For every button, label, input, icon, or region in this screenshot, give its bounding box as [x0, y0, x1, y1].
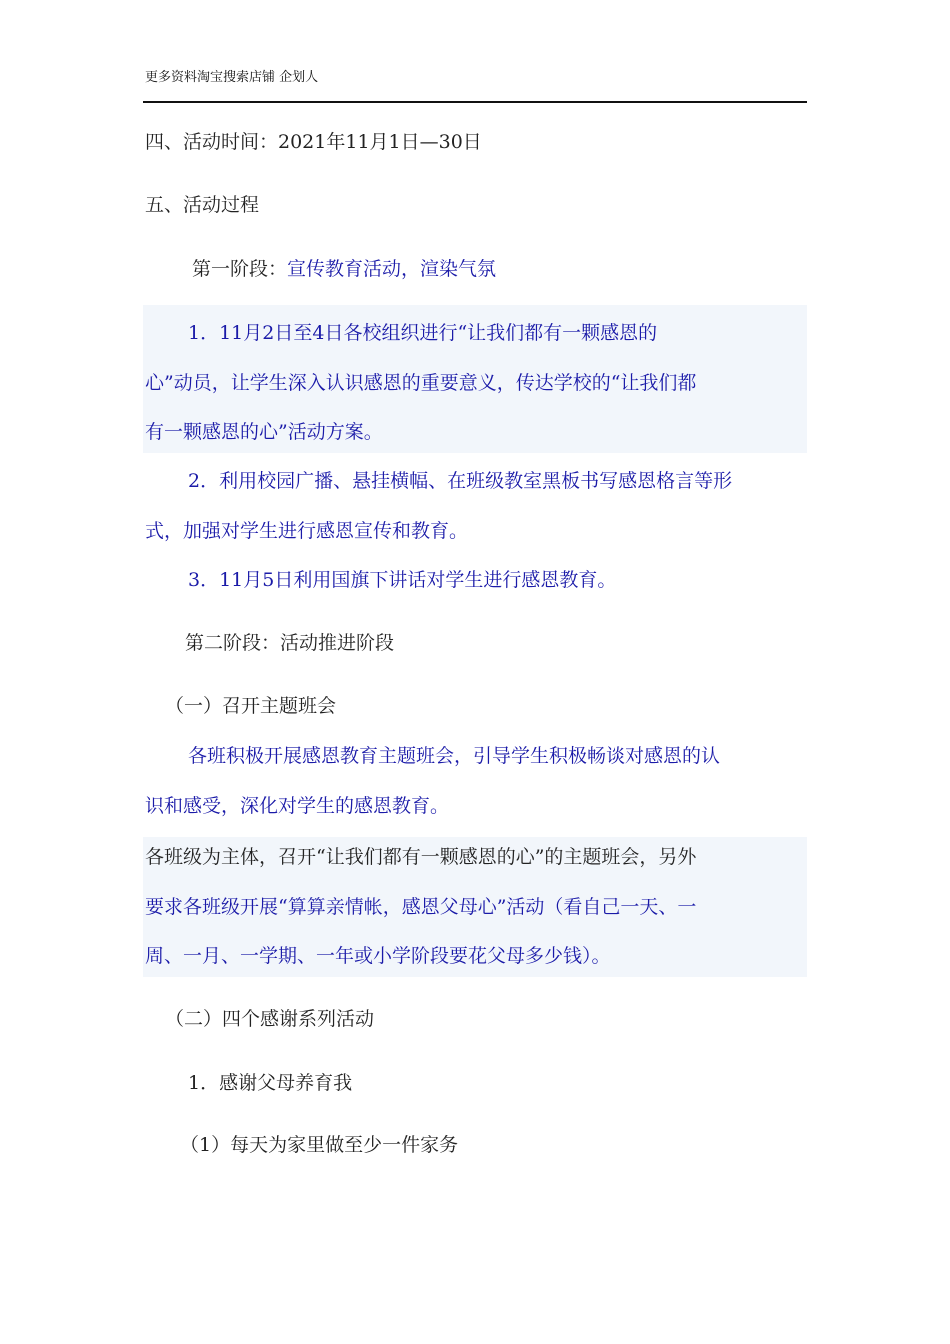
thanks-item1-sub1: （1）每天为家里做至少一件家务 [180, 1134, 459, 1156]
header-divider [143, 101, 807, 103]
item3: 3．11月5日利用国旗下讲话对学生进行感恩教育。 [188, 569, 617, 591]
stage1-heading [192, 257, 496, 281]
para2-line2: 要求各班级开展“算算亲情帐，感恩父母心”活动（看自己一天、一 [145, 896, 697, 918]
activity-process-heading: 五、活动过程 [145, 194, 260, 216]
activity-time: 四、活动时间：2021年11月1日—30日 [145, 131, 482, 153]
stage1-title: 宣传教育活动，渲染气氛 [287, 258, 497, 280]
stage2-heading: 第二阶段：活动推进阶段 [185, 632, 395, 654]
stage1-label: 第一阶段： [192, 258, 288, 280]
item1-line3: 有一颗感恩的心”活动方案。 [145, 421, 383, 443]
item2-line2: 式，加强对学生进行感恩宣传和教育。 [145, 520, 469, 542]
page-header: 更多资料淘宝搜索店铺 企划人 [145, 70, 319, 85]
item1-line2: 心”动员，让学生深入认识感恩的重要意义，传达学校的“让我们都 [145, 372, 697, 394]
para1-line1: 各班积极开展感恩教育主题班会，引导学生积极畅谈对感恩的认 [188, 745, 721, 767]
item2-line1: 2．利用校园广播、悬挂横幅、在班级教室黑板书写感恩格言等形 [188, 470, 733, 492]
para1-line2: 识和感受，深化对学生的感恩教育。 [145, 795, 450, 817]
thanks-item1: 1．感谢父母养育我 [188, 1072, 353, 1094]
subsection2-heading: （二）四个感谢系列活动 [165, 1008, 375, 1030]
para2-line3: 周、一月、一学期、一年或小学阶段要花父母多少钱）。 [145, 945, 611, 967]
item1-line1: 1．11月2日至4日各校组织进行“让我们都有一颗感恩的 [188, 322, 658, 344]
para2-line1: 各班级为主体，召开“让我们都有一颗感恩的心”的主题班会，另外 [145, 846, 697, 868]
subsection1-heading: （一）召开主题班会 [165, 695, 337, 717]
